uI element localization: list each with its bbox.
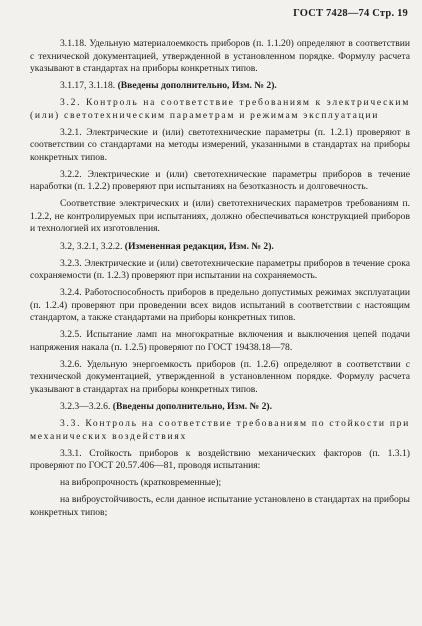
paragraph-3-2-1: 3.2.1. Электрические и (или) светотехнические параметры (п. 1.2.1) проверяют в соответствии со стандартами на методы измерений, указанными в стандартах на приборы конкретных типов. [30,126,410,163]
paragraph-3-2-3: 3.2.3. Электрические и (или) светотехнические параметры приборов в течение срока сохраняемости (п. 1.2.3) проверяют при испытании на сохраняемость. [30,257,410,282]
amendment-note-3-2: 3.2, 3.2.1, 3.2.2. (Измененная редакция, Изм. № 2). [60,240,274,252]
page-body [30,38,410,524]
paragraph-3-2-6: 3.2.6. Удельную энергоемкость приборов (п. 1.2.6) определяют в соответствии с технической документацией, утвержденной в установленном порядке. Формулу расчета указывают в стандартах на приборы конкретных типов. [30,358,410,395]
paragraph-3-2-4: 3.2.4. Работоспособность приборов в предельно допустимых режимах эксплуатации (п. 1.2.4) проверяют при проведении всех видов испытаний в соответствии с настоящим стандартом, а также стандартами на приборы конкретных типов. [30,287,410,324]
page-header: ГОСТ 7428—74 Стр. 19 [293,8,408,19]
paragraph-3-2-2: 3.2.2. Электрические и (или) светотехнические параметры приборов в течение наработки (п. 1.2.2) проверяют при испытаниях на безотказность и долговечность. [30,168,410,193]
section-heading-3-2: 3.2. Контроль на соответствие требованиям к электрическим (или) светотехническим параметрам и режимам эксплуатации [30,97,410,121]
paragraph-3-2-2-compliance: Соответствие электрических и (или) светотехнических параметров требованиям п. 1.2.2, не контролируемых при испытаниях, должно обеспечиваться конструкцией приборов и технологией их изготовления. [30,198,410,235]
paragraph-3-1-18: 3.1.18. Удельную материалоемкость приборов (п. 1.1.20) определяют в соответствии с технической документацией, утвержденной в установленном порядке. Формулу расчета указывают в стандартах на приборы конкретных типов. [30,38,410,74]
section-heading-3-3: 3.3. Контроль на соответствие требованиям по стойкости при механических воздействиях [30,418,410,442]
list-item-vibration-stability: на виброустойчивость, если данное испытание установлено в стандартах на приборы конкретных типов; [30,494,410,518]
list-item-vibration-strength: на вибропрочность (кратковременные); [60,477,222,489]
amendment-note-3-1-17: 3.1.17, 3.1.18. (Введены дополнительно, Изм. № 2). [60,80,277,92]
paragraph-3-3-1: 3.3.1. Стойкость приборов к воздействию механических факторов (п. 1.3.1) проверяют по ГОСТ 20.57.406—81, проводя испытания: [30,447,410,472]
paragraph-3-2-5: 3.2.5. Испытание ламп на многократные включения и выключения цепей подачи напряжения накала (п. 1.2.5) проверяют по ГОСТ 19438.18—78. [30,329,410,353]
amendment-note-3-2-3: 3.2.3—3.2.6. (Введены дополнительно, Изм. № 2). [60,401,272,413]
